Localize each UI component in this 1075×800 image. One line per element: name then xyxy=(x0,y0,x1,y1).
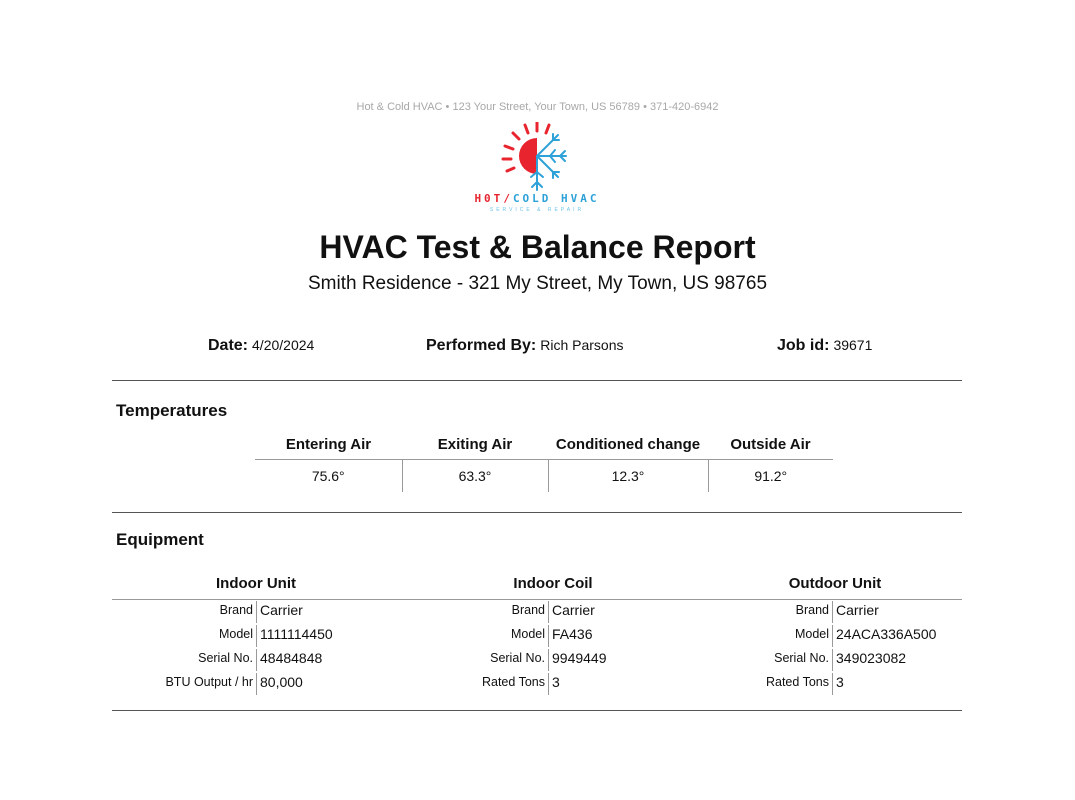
date-value: 4/20/2024 xyxy=(252,337,315,353)
job-id-label: Job id: xyxy=(777,337,830,354)
indoor-coil-tons-value: 3 xyxy=(548,673,560,695)
outdoor-unit-brand-label: Brand xyxy=(795,603,829,617)
outdoor-unit-brand-value: Carrier xyxy=(832,601,879,623)
performed-by-field xyxy=(426,337,624,355)
indoor-unit-brand-value: Carrier xyxy=(256,601,303,623)
outdoor-unit-model-value: 24ACA336A500 xyxy=(832,625,936,647)
equipment-header-row xyxy=(112,575,962,600)
date-label: Date: xyxy=(208,337,249,354)
indoor-unit-model-value: 1111114450 xyxy=(256,625,333,647)
outdoor-unit-model-label: Model xyxy=(794,627,829,641)
indoor-unit-btu-value: 80,000 xyxy=(256,673,303,695)
indoor-coil-brand-label: Brand xyxy=(511,603,545,617)
divider xyxy=(112,512,962,513)
temp-value-entering: 75.6° xyxy=(311,468,345,484)
outdoor-unit-tons-value: 3 xyxy=(832,673,844,695)
indoor-unit-btu-label: BTU Output / hr xyxy=(165,675,253,689)
indoor-unit-serial-label: Serial No. xyxy=(198,651,253,665)
divider xyxy=(112,710,962,711)
indoor-unit-serial-value: 48484848 xyxy=(256,649,322,671)
temp-value-outside: 91.2° xyxy=(708,460,833,493)
indoor-coil-header: Indoor Coil xyxy=(513,575,593,592)
indoor-unit-header: Indoor Unit xyxy=(216,575,296,592)
date-field xyxy=(208,337,314,355)
temperatures-title: Temperatures xyxy=(116,401,228,420)
temp-value-conditioned: 12.3° xyxy=(548,460,708,493)
temp-value-exiting: 63.3° xyxy=(402,460,548,493)
temp-header-outside: Outside Air xyxy=(708,433,833,460)
logo-tagline: SERVICE & REPAIR xyxy=(489,207,585,213)
temp-header-exiting: Exiting Air xyxy=(402,433,548,460)
company-info-line: Hot & Cold HVAC • 123 Your Street, Your Town, US 56789 • 371-420-6942 xyxy=(356,101,719,113)
performed-by-label: Performed By: xyxy=(426,337,537,354)
job-id-field xyxy=(777,337,872,355)
indoor-coil-model-label: Model xyxy=(510,627,545,641)
indoor-coil-tons-label: Rated Tons xyxy=(481,675,545,689)
logo-wordmark: H0T/COLD HVAC xyxy=(474,192,600,205)
indoor-unit-brand-label: Brand xyxy=(219,603,253,617)
outdoor-unit-header: Outdoor Unit xyxy=(788,575,882,592)
equipment-title: Equipment xyxy=(116,530,204,549)
temp-header-conditioned: Conditioned change xyxy=(548,433,708,460)
outdoor-unit-tons-label: Rated Tons xyxy=(765,675,829,689)
performed-by-value: Rich Parsons xyxy=(540,337,624,353)
indoor-unit-model-label: Model xyxy=(218,627,253,641)
outdoor-unit-serial-label: Serial No. xyxy=(774,651,829,665)
outdoor-unit-serial-value: 349023082 xyxy=(832,649,906,671)
temperatures-table xyxy=(255,433,833,492)
report-title: HVAC Test & Balance Report xyxy=(319,229,756,265)
indoor-coil-serial-label: Serial No. xyxy=(490,651,545,665)
report-subtitle: Smith Residence - 321 My Street, My Town, US 98765 xyxy=(307,273,768,294)
company-logo xyxy=(437,122,637,222)
indoor-coil-serial-value: 9949449 xyxy=(548,649,607,671)
indoor-coil-brand-value: Carrier xyxy=(548,601,595,623)
temp-header-entering: Entering Air xyxy=(255,433,402,460)
divider xyxy=(112,380,962,381)
job-id-value: 39671 xyxy=(833,337,873,353)
indoor-coil-model-value: FA436 xyxy=(548,625,592,647)
sun-snowflake-icon xyxy=(500,122,574,192)
